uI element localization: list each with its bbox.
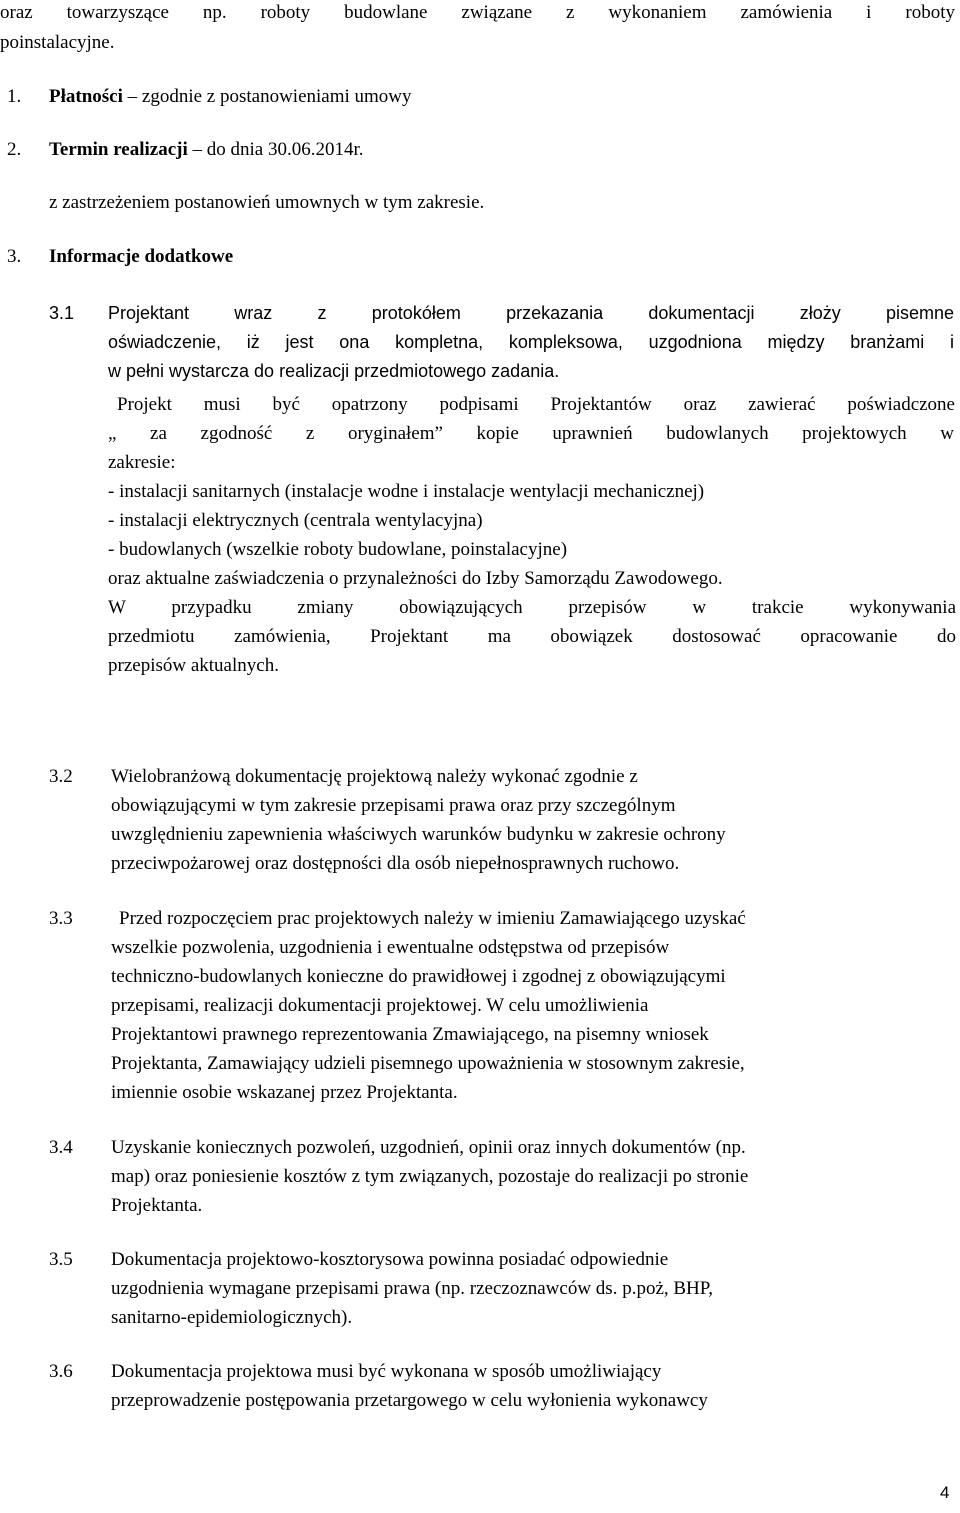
subsection-line: zakresie: <box>108 452 176 473</box>
subsection-line: Projektanta. <box>111 1195 203 1216</box>
item-number: 2. <box>7 139 22 160</box>
subsection-line: W przypadku zmiany obowiązujących przepisów w trakcie wykonywania <box>108 597 956 618</box>
item-text: – do dnia 30.06.2014r. <box>187 139 364 160</box>
section-heading: Informacje dodatkowe <box>49 246 234 267</box>
intro-line: poinstalacyjne. <box>0 32 115 53</box>
subsection-line: przepisami, realizacji dokumentacji projektowej. W celu umożliwienia <box>111 995 649 1016</box>
term-note: z zastrzeżeniem postanowień umownych w tym zakresie. <box>49 192 485 213</box>
subsection-line: imiennie osobie wskazanej przez Projektanta. <box>111 1082 458 1103</box>
subsection-number: 3.5 <box>49 1249 73 1270</box>
item-title: Płatności <box>49 86 123 107</box>
subsection-number: 3.2 <box>49 766 73 787</box>
subsection-line: Projektanta, Zamawiający udzieli pisemnego upoważnienia w stosownym zakresie, <box>111 1053 745 1074</box>
subsection-line: obowiązującymi w tym zakresie przepisami prawa oraz przy szczególnym <box>111 795 676 816</box>
subsection-number: 3.6 <box>49 1361 73 1382</box>
subsection-line: Wielobranżową dokumentację projektową należy wykonać zgodnie z <box>111 766 638 787</box>
subsection-line: „ za zgodność z oryginałem” kopie uprawnień budowlanych projektowych w <box>108 423 954 444</box>
subsection-number: 3.4 <box>49 1137 73 1158</box>
list-item: - instalacji elektrycznych (centrala wentylacyjna) <box>108 510 483 531</box>
subsection-number: 3.1 <box>49 303 75 323</box>
subsection-line: uwzględnieniu zapewnienia właściwych warunków budynku w zakresie ochrony <box>111 824 726 845</box>
page-number: 4 <box>940 1483 950 1502</box>
subsection-line: oświadczenie, iż jest ona kompletna, kompleksowa, uzgodniona między branżami i <box>108 332 954 352</box>
subsection-number: 3.3 <box>49 908 73 929</box>
subsection-line: Dokumentacja projektowa musi być wykonana w sposób umożliwiający <box>111 1361 662 1382</box>
subsection-line: Projektant wraz z protokółem przekazania dokumentacji złoży pisemne <box>108 303 954 323</box>
subsection-line: Dokumentacja projektowo-kosztorysowa powinna posiadać odpowiednie <box>111 1249 669 1270</box>
subsection-line: przeciwpożarowej oraz dostępności dla osób niepełnosprawnych ruchowo. <box>111 853 680 874</box>
subsection-line: map) oraz poniesienie kosztów z tym związanych, pozostaje do realizacji po stronie <box>111 1166 749 1187</box>
subsection-line: w pełni wystarcza do realizacji przedmiotowego zadania. <box>108 361 560 381</box>
subsection-line: przeprowadzenie postępowania przetargowego w celu wyłonienia wykonawcy <box>111 1390 708 1411</box>
intro-line: oraz towarzyszące np. roboty budowlane związane z wykonaniem zamówienia i roboty <box>0 2 955 23</box>
list-item: - budowlanych (wszelkie roboty budowlane, poinstalacyjne) <box>108 539 568 560</box>
subsection-line: przepisów aktualnych. <box>108 655 279 676</box>
subsection-line: sanitarno-epidemiologicznych). <box>111 1307 353 1328</box>
section-number: 3. <box>7 246 22 267</box>
deadline-item <box>49 139 364 161</box>
subsection-line: przedmiotu zamówienia, Projektant ma obowiązek dostosować opracowanie do <box>108 626 956 647</box>
subsection-line: uzgodnienia wymagane przepisami prawa (np. rzeczoznawców ds. p.poż, BHP, <box>111 1278 713 1299</box>
subsection-line: Projekt musi być opatrzony podpisami Projektantów oraz zawierać poświadczone <box>117 394 955 415</box>
item-text: – zgodnie z postanowieniami umowy <box>122 86 412 107</box>
item-title: Termin realizacji <box>49 139 188 160</box>
item-number: 1. <box>7 86 22 107</box>
payment-item <box>49 86 412 108</box>
subsection-line: oraz aktualne zaświadczenia o przynależności do Izby Samorządu Zawodowego. <box>108 568 723 589</box>
subsection-line: Przed rozpoczęciem prac projektowych należy w imieniu Zamawiającego uzyskać <box>119 908 746 929</box>
subsection-line: Projektantowi prawnego reprezentowania Zmawiającego, na pisemny wniosek <box>111 1024 709 1045</box>
subsection-line: wszelkie pozwolenia, uzgodnienia i ewentualne odstępstwa od przepisów <box>111 937 670 958</box>
subsection-line: Uzyskanie koniecznych pozwoleń, uzgodnień, opinii oraz innych dokumentów (np. <box>111 1137 746 1158</box>
subsection-line: techniczno-budowlanych konieczne do prawidłowej i zgodnej z obowiązującymi <box>111 966 726 987</box>
list-item: - instalacji sanitarnych (instalacje wodne i instalacje wentylacji mechanicznej) <box>108 481 705 502</box>
